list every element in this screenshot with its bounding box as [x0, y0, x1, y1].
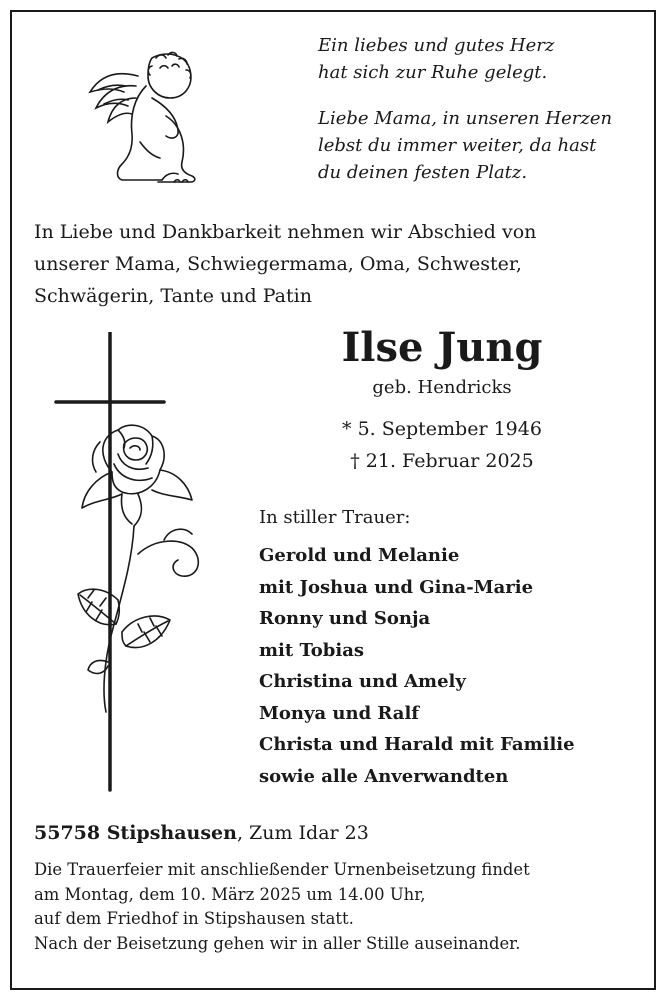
verse-line: lebst du immer weiter, da hast [318, 135, 597, 156]
address-street: , Zum Idar 23 [236, 822, 369, 844]
obituary-card [10, 10, 656, 990]
birth-date: * 5. September 1946 [342, 418, 542, 440]
list-item: Christa und Harald mit Familie [259, 734, 575, 755]
address-location: 55758 Stipshausen [34, 822, 237, 844]
death-date: † 21. Februar 2025 [350, 450, 534, 472]
verse-top [318, 32, 554, 86]
list-item: sowie alle Anverwandten [259, 765, 509, 787]
verse-line: hat sich zur Ruhe gelegt. [318, 62, 548, 83]
list-item: mit Tobias [259, 639, 365, 661]
list-item: Monya und Ralf [259, 702, 420, 724]
intro-line: Schwägerin, Tante und Patin [34, 285, 312, 307]
service-line: auf dem Friedhof in Stipshausen statt. [34, 909, 354, 928]
verse-line: Ein liebes und gutes Herz [318, 35, 555, 56]
list-item: mit Joshua und Gina-Marie [259, 576, 534, 598]
list-item: Christina und Amely [259, 671, 466, 692]
cross-rose-icon [52, 332, 222, 792]
service-info [34, 858, 649, 956]
list-item: Gerold und Melanie [259, 545, 460, 566]
service-line: am Montag, dem 10. März 2025 um 14.00 Uhr, [34, 884, 426, 904]
intro-text [34, 216, 644, 312]
intro-line: unserer Mama, Schwiegermama, Oma, Schwester, [34, 253, 522, 275]
verse-bottom [318, 105, 612, 186]
life-dates [272, 413, 612, 477]
intro-line: In Liebe und Dankbarkeit nehmen wir Abschied von [34, 221, 537, 243]
address [34, 818, 369, 848]
verse-line: Liebe Mama, in unseren Herzen [318, 108, 613, 129]
list-item: Ronny und Sonja [259, 608, 431, 629]
maiden-name: geb. Hendricks [372, 377, 512, 398]
mourning-label: In stiller Trauer: [259, 507, 411, 528]
deceased-name: Ilse Jung [341, 324, 543, 371]
service-line: Die Trauerfeier mit anschließender Urnenbeisetzung findet [34, 860, 530, 879]
verse-line: du deinen festen Platz. [318, 162, 528, 183]
mourners-list [259, 540, 575, 792]
angel-icon [86, 46, 206, 188]
service-line: Nach der Beisetzung gehen wir in aller Stille auseinander. [34, 933, 521, 953]
